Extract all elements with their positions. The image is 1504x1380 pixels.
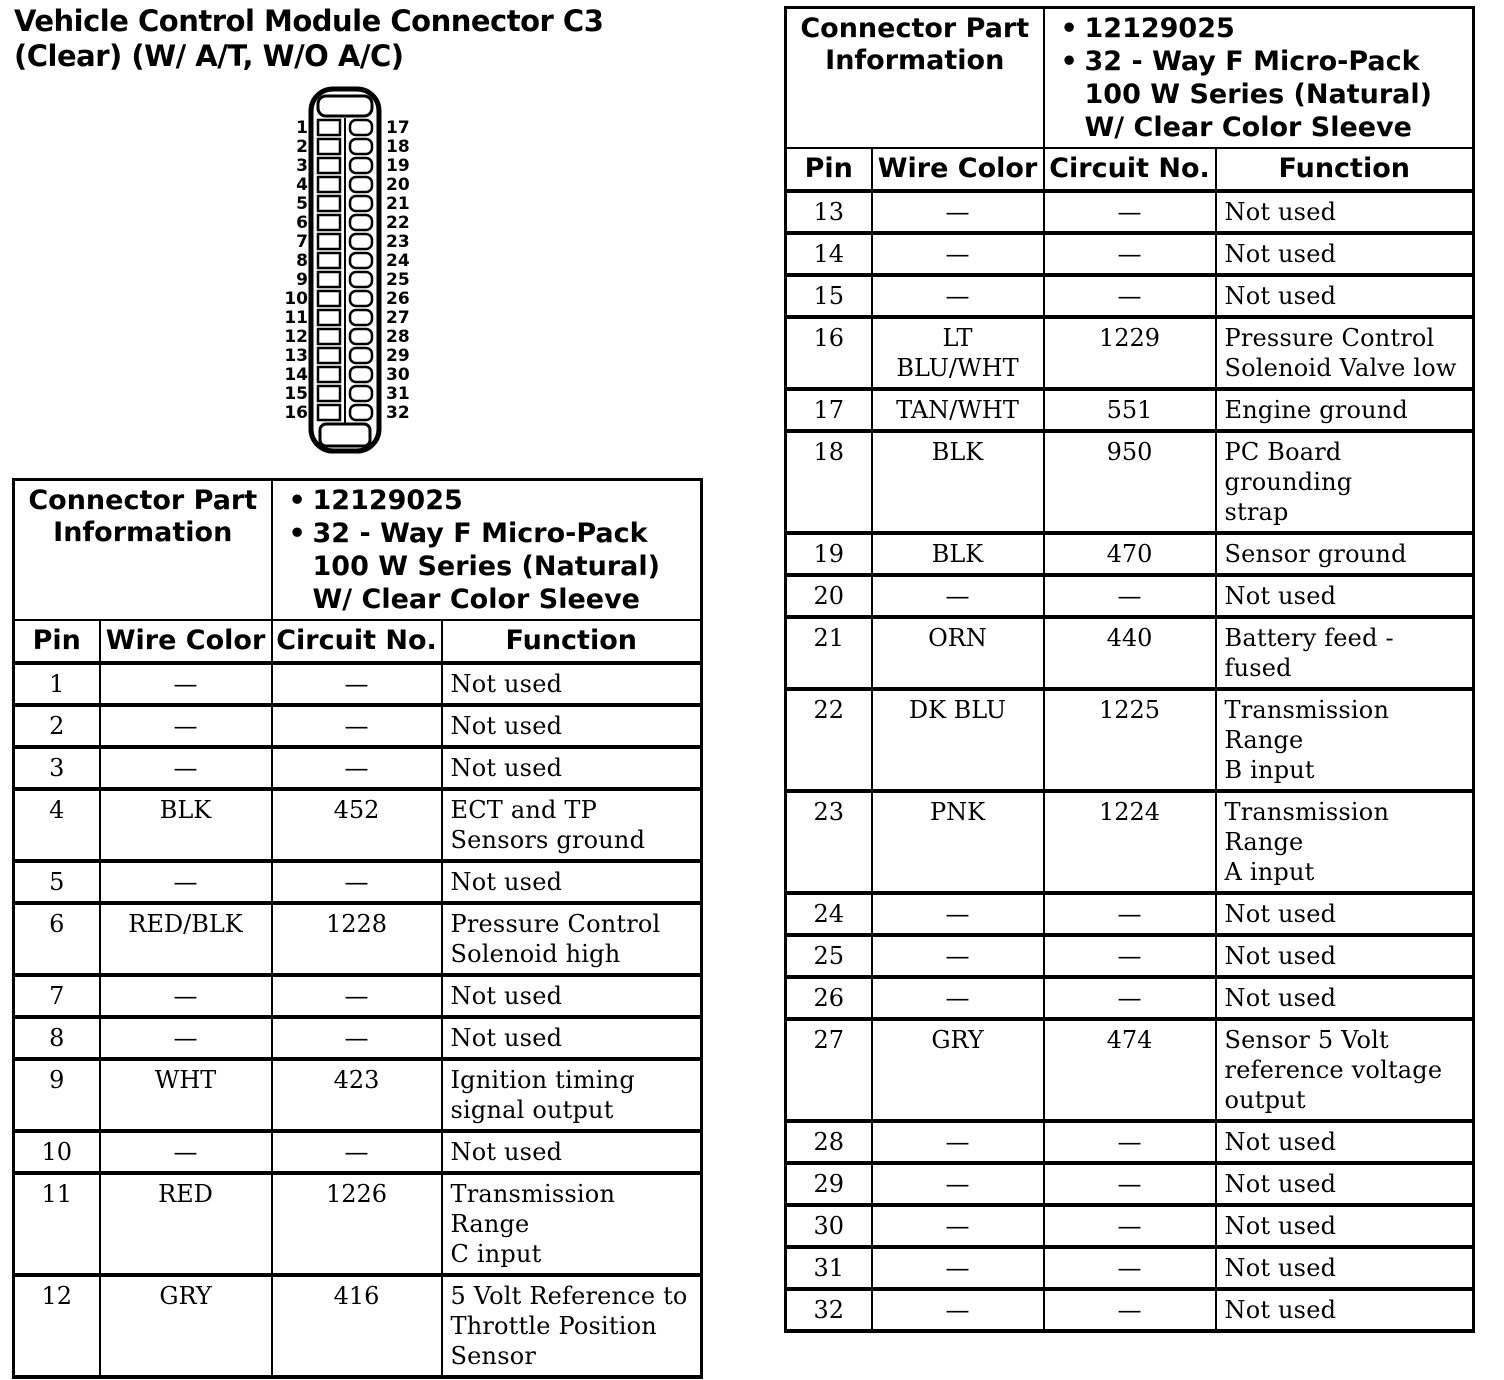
function-cell: Not used [1216,233,1474,275]
wire-color-cell: GRY [100,1275,272,1377]
pin-cell: 6 [14,903,100,975]
connector-pin-label: 29 [386,346,410,366]
description-line-3: W/ Clear Color Sleeve [1084,112,1412,143]
connector-info-label: Connector Part Information [786,8,1044,149]
circuit-no-cell: 416 [272,1275,442,1377]
column-header-function: Function [442,620,702,663]
pin-cavity [318,120,340,135]
connector-pin-label: 10 [284,289,308,309]
connector-pin-label: 13 [284,346,308,366]
wire-color-cell: DK BLU [872,689,1044,791]
pin-cell: 19 [786,533,872,575]
wire-color-cell: — [100,861,272,903]
circuit-no-cell: — [272,663,442,705]
wire-color-cell: — [872,233,1044,275]
connector-pin-label: 17 [386,118,410,138]
function-cell: Not used [1216,575,1474,617]
pin-cell: 32 [786,1289,872,1331]
pin-cell: 10 [14,1131,100,1173]
wire-color-cell: TAN/WHT [872,389,1044,431]
function-cell: Not used [442,975,702,1017]
pin-cell: 18 [786,431,872,533]
table-row [786,233,1474,275]
circuit-no-cell: — [1044,275,1216,317]
pin-cell: 14 [786,233,872,275]
table-row [786,893,1474,935]
pin-cavity [318,272,340,287]
wire-color-cell: — [872,893,1044,935]
connector-pin-label: 20 [386,175,410,195]
pin-cavity [318,386,340,401]
pin-cavity [350,348,372,363]
wire-color-cell: — [872,1163,1044,1205]
part-number: 12129025 [1084,13,1235,44]
function-cell: PC Board grounding strap [1216,431,1474,533]
connector-pin-label: 1 [296,118,308,138]
function-cell: Sensor ground [1216,533,1474,575]
pin-cell: 26 [786,977,872,1019]
pin-cell: 16 [786,317,872,389]
table-row [786,191,1474,233]
pin-cavity [350,253,372,268]
function-cell: Transmission Range A input [1216,791,1474,893]
table-row [786,1019,1474,1121]
circuit-no-cell: — [1044,191,1216,233]
connector-pin-label: 7 [296,232,308,252]
connector-pin-label: 15 [284,384,308,404]
pinout-table-left [12,478,703,1379]
pin-cavity [350,386,372,401]
pin-cell: 9 [14,1059,100,1131]
connector-pin-label: 14 [284,365,308,385]
pin-cell: 4 [14,789,100,861]
pin-cavity [318,196,340,211]
pin-cell: 23 [786,791,872,893]
wire-color-cell: — [100,1131,272,1173]
wire-color-cell: — [872,977,1044,1019]
circuit-no-cell: 950 [1044,431,1216,533]
table-row [14,861,702,903]
connector-latch-top [318,96,372,116]
pin-cavity [318,405,340,420]
pin-cavity [318,158,340,173]
wire-color-cell: BLK [100,789,272,861]
circuit-no-cell: — [1044,1121,1216,1163]
pin-cavity [350,405,372,420]
function-cell: Not used [442,1131,702,1173]
pin-cell: 25 [786,935,872,977]
pin-cavity [318,310,340,325]
title-line-1: Vehicle Control Module Connector C3 [14,4,604,38]
wire-color-cell: — [100,705,272,747]
function-cell: Not used [1216,1121,1474,1163]
table-row [14,1059,702,1131]
wire-color-cell: RED/BLK [100,903,272,975]
function-cell: Not used [1216,1247,1474,1289]
connector-pin-label: 27 [386,308,410,328]
pin-cell: 7 [14,975,100,1017]
table-row [786,431,1474,533]
connector-pin-label: 11 [284,308,308,328]
wire-color-cell: — [872,191,1044,233]
connector-pin-label: 23 [386,232,410,252]
circuit-no-cell: — [1044,935,1216,977]
circuit-no-cell: — [1044,1247,1216,1289]
connector-latch-bottom [320,424,370,446]
circuit-no-cell: — [272,705,442,747]
pin-cell: 21 [786,617,872,689]
connector-pin-label: 5 [296,194,308,214]
connector-pin-label: 16 [284,403,308,423]
table-row [14,663,702,705]
description-line-2: 100 W Series (Natural) [1084,79,1432,110]
pin-cell: 1 [14,663,100,705]
function-cell: Pressure Control Solenoid high [442,903,702,975]
function-cell: Engine ground [1216,389,1474,431]
circuit-no-cell: 452 [272,789,442,861]
connector-pin-label: 28 [386,327,410,347]
column-header-circuit-no: Circuit No. [272,620,442,663]
connector-diagram [268,84,428,460]
description-line-2: 100 W Series (Natural) [312,551,660,582]
function-cell: Transmission Range C input [442,1173,702,1275]
pin-cell: 30 [786,1205,872,1247]
circuit-no-cell: — [1044,1289,1216,1331]
function-cell: Not used [442,747,702,789]
pin-cavity [350,215,372,230]
title-line-2: (Clear) (W/ A/T, W/O A/C) [14,39,404,73]
pin-cell: 2 [14,705,100,747]
circuit-no-cell: 1229 [1044,317,1216,389]
connector-pin-label: 2 [296,137,308,157]
circuit-no-cell: — [272,861,442,903]
circuit-no-cell: 1224 [1044,791,1216,893]
table-row [786,575,1474,617]
pin-cell: 22 [786,689,872,791]
pin-cavity [318,177,340,192]
table-row [786,1205,1474,1247]
table-row [14,975,702,1017]
connector-pin-label: 31 [386,384,410,404]
circuit-no-cell: 440 [1044,617,1216,689]
table-row [786,533,1474,575]
pin-cavity [318,367,340,382]
table-row [14,747,702,789]
circuit-no-cell: 1226 [272,1173,442,1275]
circuit-no-cell: 470 [1044,533,1216,575]
table-row [786,1163,1474,1205]
wire-color-cell: LT BLU/WHT [872,317,1044,389]
pin-cavity [350,310,372,325]
circuit-no-cell: 1225 [1044,689,1216,791]
function-cell: Not used [442,1017,702,1059]
wire-color-cell: WHT [100,1059,272,1131]
pin-cavity [318,215,340,230]
page-title [14,4,714,74]
pin-cavity [350,139,372,154]
table-row [14,1173,702,1275]
circuit-no-cell: — [1044,575,1216,617]
table-row [786,1121,1474,1163]
wire-color-cell: — [100,747,272,789]
wire-color-cell: — [872,935,1044,977]
wire-color-cell: ORN [872,617,1044,689]
pin-cell: 5 [14,861,100,903]
pin-cavity [318,234,340,249]
table-row [14,1017,702,1059]
pin-cell: 29 [786,1163,872,1205]
pin-cavity [350,158,372,173]
wire-color-cell: — [100,1017,272,1059]
circuit-no-cell: — [1044,893,1216,935]
wire-color-cell: — [100,663,272,705]
function-cell: Not used [1216,1289,1474,1331]
column-header-circuit-no: Circuit No. [1044,148,1216,191]
pin-cavity [350,329,372,344]
table-row [786,1289,1474,1331]
function-cell: Not used [1216,1163,1474,1205]
pin-cell: 12 [14,1275,100,1377]
table-row [14,903,702,975]
table-row [14,1275,702,1377]
table-row [786,935,1474,977]
pin-cell: 24 [786,893,872,935]
connector-pin-label: 26 [386,289,410,309]
wire-color-cell: — [872,275,1044,317]
part-number: 12129025 [312,485,463,516]
pin-cavity [350,196,372,211]
circuit-no-cell: 1228 [272,903,442,975]
connector-pin-label: 24 [386,251,410,271]
circuit-no-cell: — [272,1017,442,1059]
pin-cell: 27 [786,1019,872,1121]
table-row [786,977,1474,1019]
description-line-1: 32 - Way F Micro-Pack [1084,46,1420,77]
column-header-wire-color: Wire Color [100,620,272,663]
function-cell: ECT and TP Sensors ground [442,789,702,861]
wire-color-cell: RED [100,1173,272,1275]
function-cell: Battery feed - fused [1216,617,1474,689]
wire-color-cell: — [100,975,272,1017]
column-header-pin: Pin [786,148,872,191]
column-header-pin: Pin [14,620,100,663]
pin-cavity [318,291,340,306]
pin-cell: 28 [786,1121,872,1163]
connector-pin-label: 25 [386,270,410,290]
table-row [786,1247,1474,1289]
table-row [14,789,702,861]
connector-pin-label: 8 [296,251,308,271]
circuit-no-cell: — [1044,1163,1216,1205]
table-row [14,1131,702,1173]
pin-cell: 13 [786,191,872,233]
pin-cavity [318,348,340,363]
function-cell: Not used [1216,893,1474,935]
connector-info-value: • 12129025 • 32 - Way F Micro-Pack 100 W Series (Natural) W/ Clear Color Sleeve [272,480,702,621]
pin-cell: 20 [786,575,872,617]
circuit-no-cell: — [1044,977,1216,1019]
pin-cavity [350,291,372,306]
wire-color-cell: PNK [872,791,1044,893]
pin-cell: 31 [786,1247,872,1289]
table-row [786,791,1474,893]
wire-color-cell: — [872,575,1044,617]
pin-cell: 11 [14,1173,100,1275]
column-header-wire-color: Wire Color [872,148,1044,191]
connector-pin-label: 9 [296,270,308,290]
wire-color-cell: BLK [872,533,1044,575]
description-line-3: W/ Clear Color Sleeve [312,584,640,615]
connector-pin-label: 22 [386,213,410,233]
wire-color-cell: BLK [872,431,1044,533]
wire-color-cell: — [872,1289,1044,1331]
pin-cell: 3 [14,747,100,789]
pin-cavity [318,253,340,268]
circuit-no-cell: — [272,1131,442,1173]
table-row [786,617,1474,689]
table-row [786,389,1474,431]
circuit-no-cell: 423 [272,1059,442,1131]
function-cell: Not used [1216,977,1474,1019]
connector-pin-label: 12 [284,327,308,347]
pin-cell: 17 [786,389,872,431]
circuit-no-cell: — [272,975,442,1017]
wire-color-cell: — [872,1121,1044,1163]
pin-cavity [350,234,372,249]
pin-cavity [350,272,372,287]
pin-cell: 15 [786,275,872,317]
wire-color-cell: — [872,1247,1044,1289]
function-cell: 5 Volt Reference to Throttle Position Sensor [442,1275,702,1377]
function-cell: Transmission Range B input [1216,689,1474,791]
function-cell: Not used [1216,1205,1474,1247]
connector-pin-label: 30 [386,365,410,385]
pin-cavity [318,329,340,344]
pin-cavity [350,177,372,192]
table-row [786,275,1474,317]
function-cell: Not used [1216,935,1474,977]
function-cell: Not used [1216,275,1474,317]
column-header-function: Function [1216,148,1474,191]
connector-pin-label: 3 [296,156,308,176]
pin-cavity [318,139,340,154]
connector-info-label: Connector Part Information [14,480,272,621]
circuit-no-cell: — [272,747,442,789]
connector-pin-label: 6 [296,213,308,233]
description-line-1: 32 - Way F Micro-Pack [312,518,648,549]
function-cell: Sensor 5 Volt reference voltage output [1216,1019,1474,1121]
circuit-no-cell: 551 [1044,389,1216,431]
function-cell: Not used [442,663,702,705]
circuit-no-cell: 474 [1044,1019,1216,1121]
circuit-no-cell: — [1044,1205,1216,1247]
pinout-table-right [784,6,1475,1333]
function-cell: Pressure Control Solenoid Valve low [1216,317,1474,389]
table-row [786,689,1474,791]
table-row [14,705,702,747]
function-cell: Not used [442,861,702,903]
pin-cell: 8 [14,1017,100,1059]
circuit-no-cell: — [1044,233,1216,275]
table-row [786,317,1474,389]
connector-pin-label: 32 [386,403,410,423]
wire-color-cell: GRY [872,1019,1044,1121]
connector-pin-label: 21 [386,194,410,214]
function-cell: Ignition timing signal output [442,1059,702,1131]
wire-color-cell: — [872,1205,1044,1247]
function-cell: Not used [1216,191,1474,233]
connector-pin-label: 18 [386,137,410,157]
function-cell: Not used [442,705,702,747]
connector-pin-label: 19 [386,156,410,176]
pin-cavity [350,120,372,135]
pin-cavity [350,367,372,382]
connector-pin-label: 4 [296,175,308,195]
connector-info-value: • 12129025 • 32 - Way F Micro-Pack 100 W Series (Natural) W/ Clear Color Sleeve [1044,8,1474,149]
